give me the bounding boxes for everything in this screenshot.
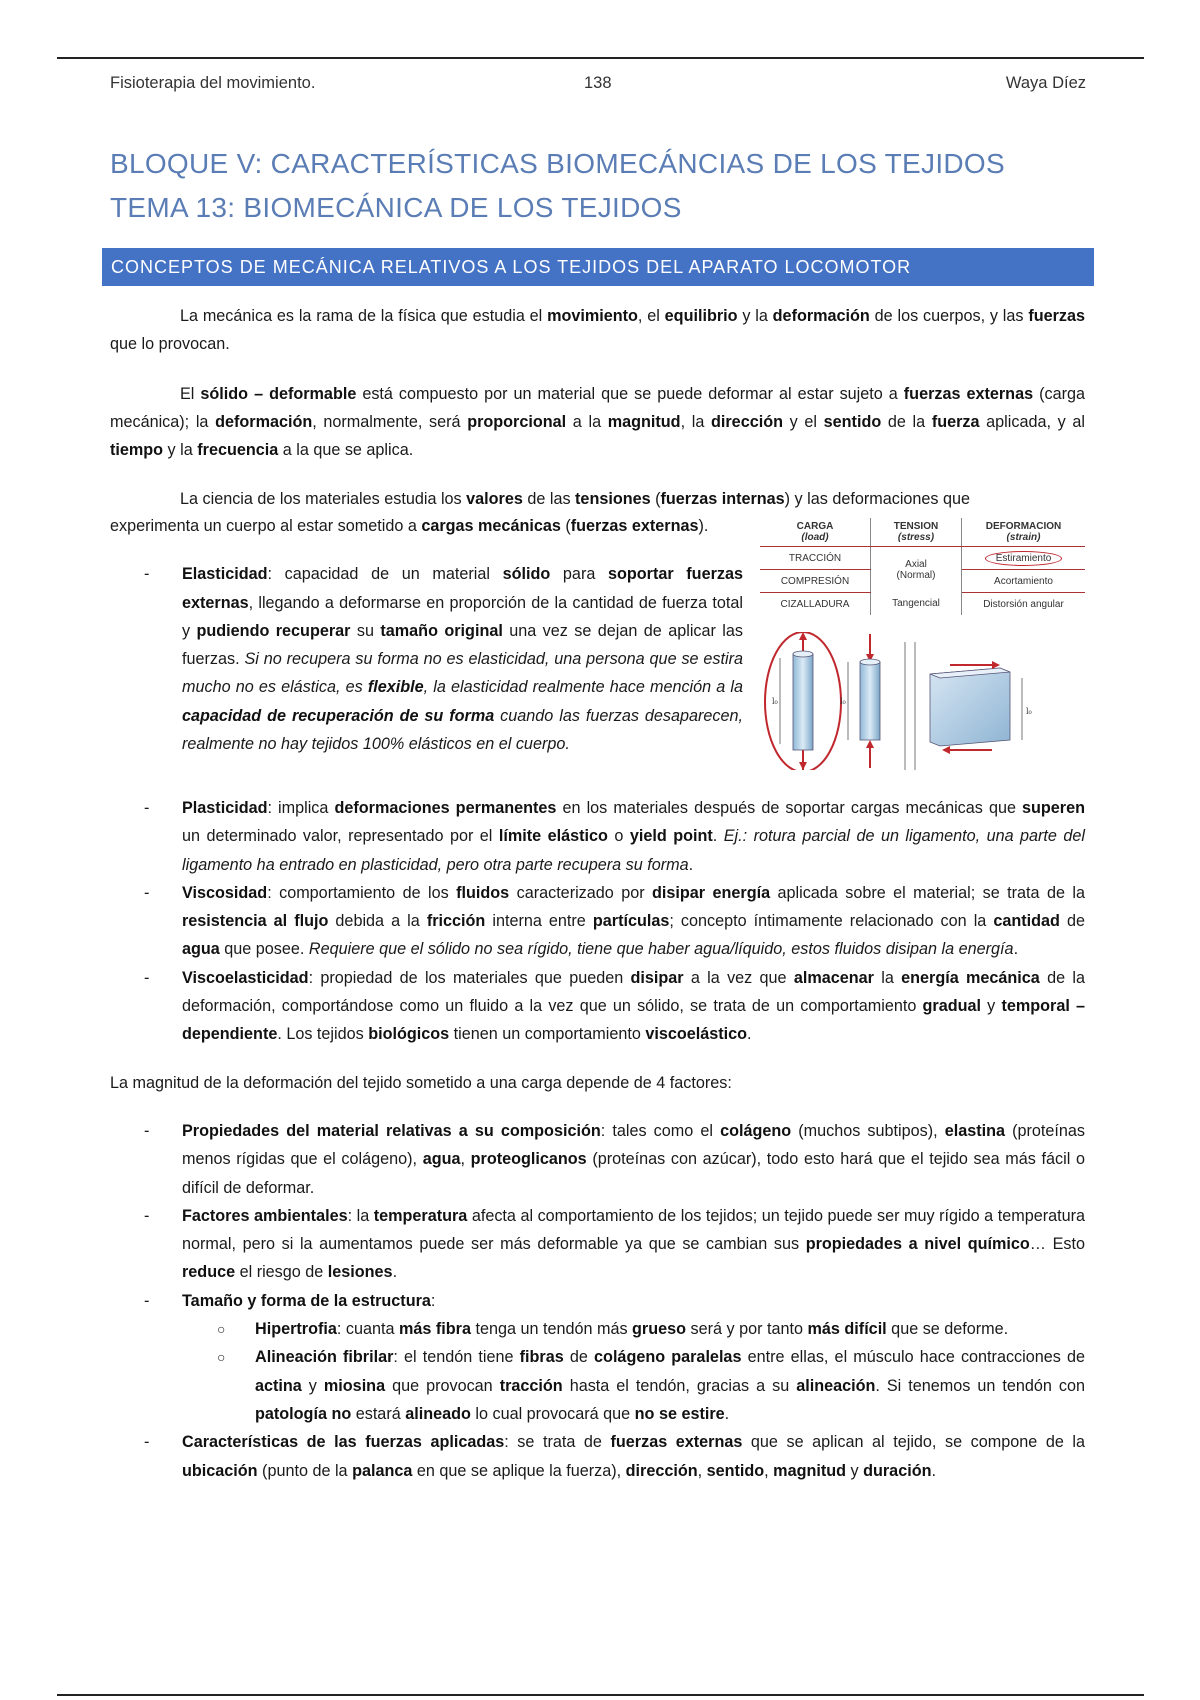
list-item-plasticidad [110, 794, 1085, 879]
tamano-text: Tamaño y forma de la estructura: [182, 1291, 436, 1310]
elasticidad-text: Elasticidad: capacidad de un material sólido para soportar fuerzas externas, llegando a deformarse en proporción de la cantidad de fuerza total y pudiendo recuperar su tamaño original una vez se dejan de aplicar las fuerzas. Si no recupera su forma no es elasticidad, una persona que se estira mucho no es elástica, es flexible, la elasticidad realmente hace mención a la capacidad de recuperación de su forma cuando las fuerzas desaparecen, realmente no hay tejidos 100% elásticos en el cuerpo. [182, 565, 744, 754]
paragraph-solid-deformable: El sólido – deformable está compuesto por un material que se puede deformar al estar sujeto a fuerzas externas (carga mecánica); la deformación, normalmente, será proporcional a la magnitud, la dirección y el sentido de la fuerza aplicada, y al tiempo y la frecuencia a la que se aplica. [110, 384, 1085, 460]
narrow-column [110, 512, 743, 758]
list-item-elasticidad [110, 560, 743, 758]
load-cizalladura: CIZALLADURA [760, 593, 871, 616]
ambientales-text: Factores ambientales: la temperatura afecta al comportamiento de los tejidos; un tejido puede ser muy rígido a temperatura normal, pero si la aumentamos puede ser más deformable ya que se cambian sus propiedades a nivel químico… Esto reduce el riesgo de lesiones. [182, 1206, 1086, 1282]
compression-cylinder [860, 662, 880, 740]
header-rule [57, 57, 1144, 59]
topic-title: TEMA 13: BIOMECÁNICA DE LOS TEJIDOS [110, 192, 682, 223]
header-subject: Fisioterapia del movimiento. [110, 74, 316, 92]
tension-axial: Axial (Normal) [871, 547, 962, 593]
paragraph-materials-science-cont: experimenta un cuerpo al estar sometido a cargas mecánicas (fuerzas externas). [110, 517, 709, 535]
load-compresion: COMPRESIÓN [760, 570, 871, 593]
svg-text:l₀: l₀ [772, 697, 778, 706]
intro-text [110, 302, 1085, 514]
list-dash: - [144, 968, 150, 987]
list-dash: - [144, 1433, 150, 1452]
shear-block [930, 668, 1010, 746]
list-dash: - [144, 1291, 150, 1310]
list-dash: - [144, 799, 150, 817]
paragraph-materials-science: La ciencia de los materiales estudia los valores de las tensiones (fuerzas internas) y las deformaciones que [180, 490, 971, 509]
list-item-viscoelasticidad [110, 964, 1085, 1049]
paragraph-factors-intro: La magnitud de la deformación del tejido sometido a una carga depende de 4 factores: [110, 1073, 732, 1092]
paragraph-mechanics: La mecánica es la rama de la física que estudia el movimiento, el equilibrio y la deformación de los cuerpos, y las fuerzas que lo provocan. [110, 307, 1086, 354]
deformation-distorsion: Distorsión angular [983, 598, 1064, 610]
viscosidad-text: Viscosidad: comportamiento de los fluidos caracterizado por disipar energía aplicada sobre el material; se trata de la resistencia al flujo debida a la fricción interna entre partículas; concepto íntimamente relacionado con la cantidad de agua que posee. Requiere que el sólido no sea rígido, tiene que haber agua/líquido, estos fluidos disipan la energía. [182, 883, 1086, 959]
list-dash: - [144, 1121, 150, 1140]
list-dash: - [144, 1206, 150, 1225]
list-dash: - [144, 565, 150, 584]
sublist-item-hipertrofia [110, 1315, 1085, 1343]
list-item-viscosidad [110, 879, 1085, 964]
block-title: BLOQUE V: CARACTERÍSTICAS BIOMECÁNCIAS DE LOS TEJIDOS [110, 148, 1005, 179]
header-tension: TENSION (stress) [871, 518, 962, 547]
properties-list [110, 794, 1085, 1485]
header-author: Waya Díez [1005, 74, 1086, 92]
deformation-estiramiento: Estiramiento [962, 547, 1086, 570]
svg-text:l₀: l₀ [1026, 707, 1032, 716]
viscoelasticidad-text: Viscoelasticidad: propiedad de los materiales que pueden disipar a la vez que almacenar la energía mecánica de la deformación, comportándose como un fluido a la vez que un sólido, se trata de un comportamiento gradual y temporal – dependiente. Los tejidos biológicos tienen un comportamiento viscoelástico. [182, 968, 1085, 1044]
tension-cylinder [793, 654, 813, 750]
tension-tangencial: Tangencial [871, 593, 962, 616]
header-carga: CARGA (load) [760, 518, 871, 547]
plasticidad-text: Plasticidad: implica deformaciones permanentes en los materiales después de soportar cargas mecánicas que superen un determinado valor, representado por el límite elástico o yield point. Ej.: rotura parcial de un ligamento, una parte del ligamento ha entrado en plasticidad, pero otra parte recupera su forma. [182, 799, 1086, 874]
hipertrofia-text: Hipertrofia: cuanta más fibra tenga un tendón más grueso será y por tanto más difícil que se deforme. [255, 1320, 1009, 1339]
circle-bullet-icon: ○ [217, 1349, 226, 1366]
deformation-acortamiento: Acortamiento [962, 570, 1086, 593]
list-item-tamano [110, 1287, 1085, 1315]
loading-diagram [760, 632, 1085, 770]
load-table [760, 518, 1085, 615]
list-item-ambientales [110, 1202, 1085, 1287]
svg-text:l₀: l₀ [840, 697, 846, 706]
fuerzas-aplicadas-text: Características de las fuerzas aplicadas: se trata de fuerzas externas que se aplican al tejido, se compone de la ubicación (punto de la palanca en que se aplique la fuerza), dirección, sentido, magnitud y duración. [182, 1433, 1085, 1480]
sublist-item-alineacion [110, 1343, 1085, 1428]
loading-types-figure [760, 512, 1085, 770]
circle-bullet-icon: ○ [217, 1321, 226, 1338]
footer-rule [57, 1694, 1144, 1696]
page-number: 138 [584, 74, 612, 92]
list-dash: - [144, 883, 150, 902]
load-traccion: TRACCIÓN [760, 547, 871, 570]
propiedades-text: Propiedades del material relativas a su composición: tales como el colágeno (muchos subtipos), elastina (proteínas menos rígidas que el colágeno), agua, proteoglicanos (proteínas con azúcar), todo esto hará que el tejido sea más fácil o difícil de deformar. [182, 1121, 1086, 1197]
list-item-propiedades [110, 1117, 1085, 1202]
section-heading-band: CONCEPTOS DE MECÁNICA RELATIVOS A LOS TEJIDOS DEL APARATO LOCOMOTOR [102, 248, 1094, 286]
header-deformacion: DEFORMACION (strain) [962, 518, 1086, 547]
list-item-fuerzas-aplicadas [110, 1428, 1085, 1485]
alineacion-text: Alineación fibrilar: el tendón tiene fibras de colágeno paralelas entre ellas, el músculo hace contracciones de actina y miosina que provocan tracción hasta el tendón, gracias a su alineación. Si tenemos un tendón con patología no estará alineado lo cual provocará que no se estire. [255, 1348, 1085, 1423]
